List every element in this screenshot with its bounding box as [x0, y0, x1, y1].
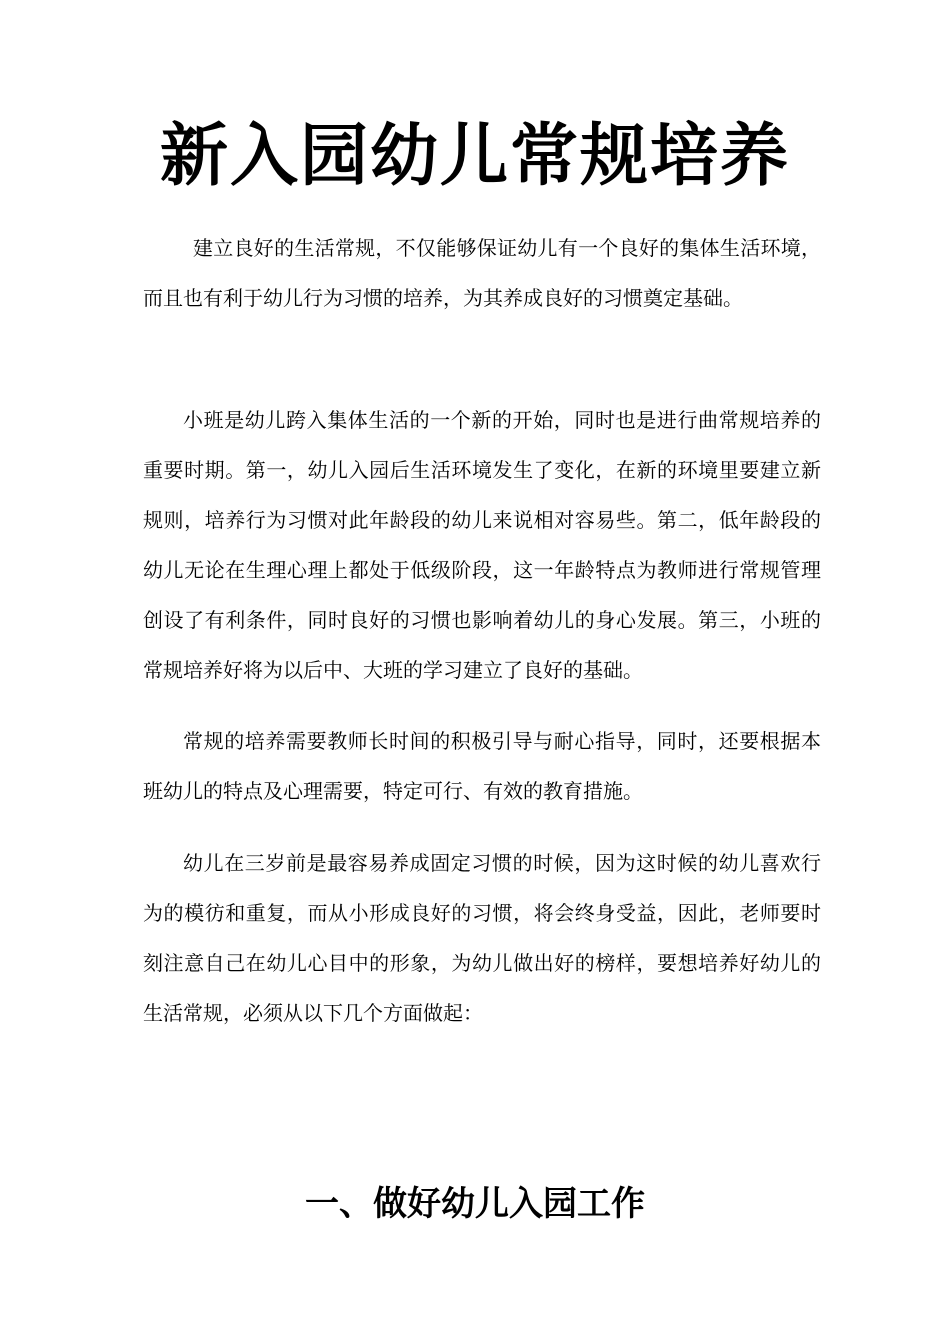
- document-title: 新入园幼儿常规培养: [159, 117, 790, 196]
- paragraph-teacher-guidance: 常规的培养需要教师长时间的积极引导与耐心指导，同时，还要根据本班幼儿的特点及心理需要，特定可行、有效的教育措施。: [143, 729, 821, 803]
- paragraph-small-class: 小班是幼儿跨入集体生活的一个新的开始，同时也是进行曲常规培养的重要时期。第一，幼儿入园后生活环境发生了变化，在新的环境里要建立新规则，培养行为习惯对此年龄段的幼儿来说相对容易些。第二，低年龄段的幼儿无论在生理心理上都处于低级阶段，这一年龄特点为教师进行常规管理创设了有利条件，同时良好的习惯也影响着幼儿的身心发展。第三，小班的常规培养好将为以后中、大班的学习建立了良好的基础。: [143, 408, 821, 682]
- section-heading: 一、做好幼儿入园工作: [305, 1184, 645, 1224]
- paragraph-intro: 建立良好的生活常规，不仅能够保证幼儿有一个良好的集体生活环境，而且也有利于幼儿行为习惯的培养，为其养成良好的习惯奠定基础。: [143, 236, 821, 310]
- paragraph-habit-formation: 幼儿在三岁前是最容易养成固定习惯的时候，因为这时候的幼儿喜欢行为的模彷和重复，而从小形成良好的习惯，将会终身受益，因此，老师要时刻注意自己在幼儿心目中的形象，为幼儿做出好的榜样，要想培养好幼儿的生活常规，必须从以下几个方面做起：: [143, 851, 821, 1025]
